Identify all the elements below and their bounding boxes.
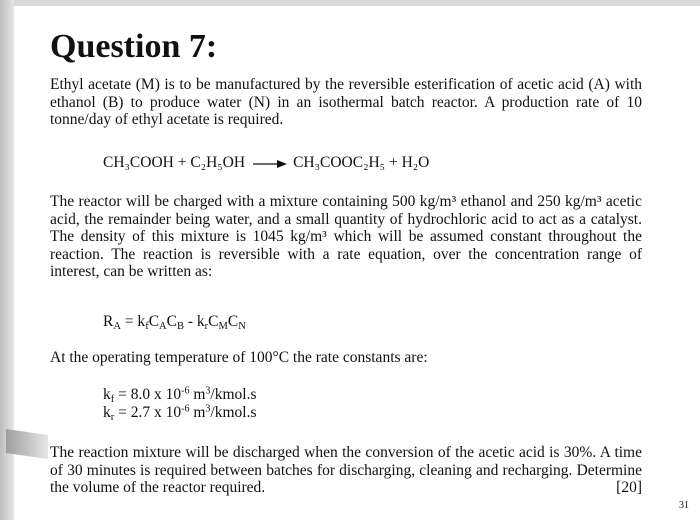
kf-constant: $k_f = 8.0$ x $10^{-6}$ $m^3/kmol.s$ [103,385,257,405]
reaction-products: CH₃COOC₂H₅ + H₂O [293,154,430,171]
question-title: Question 7: [50,28,218,65]
reaction-reactants: CH₃COOH + C₂H₅OH [103,154,246,171]
reaction-equation [103,154,429,172]
temperature-line: At the operating temperature of 100°C the rate constants are: [50,349,428,366]
page-number: 31 [679,500,689,511]
marks-label: [20] [616,479,642,497]
intro-paragraph: Ethyl acetate (M) is to be manufactured by the reversible esterification of acetic acid (A) with ethanol (B) to produce water (N) in an isothermal batch reactor. A production rate of 10 tonne/day of ethyl acetate is required. [50,76,642,129]
reaction-arrow-icon [253,159,287,169]
rate-equation: $R_A = k_fC_AC_B - k_rC_MC_N$ [103,313,246,332]
final-paragraph [50,444,642,497]
kr-constant: $k_r = 2.7$ x $10^{-6}$ $m^3/kmol.s$ [103,403,257,423]
feed-paragraph: The reactor will be charged with a mixture containing 500 kg/m³ ethanol and 250 kg/m³ acetic acid, the remainder being water, and a small quantity of hydrochloric acid to act as a catalyst. The density of this mixture is 1045 kg/m³ which will be assumed constant throughout the reaction. The reaction is reversible with a rate equation, over the concentration range of interest, can be written as: [50,193,642,281]
final-paragraph-text: The reaction mixture will be discharged when the conversion of the acetic acid is 30%. A time of 30 minutes is required between batches for discharging, cleaning and recharging. Determine the volume of the reactor required. [50,444,642,497]
